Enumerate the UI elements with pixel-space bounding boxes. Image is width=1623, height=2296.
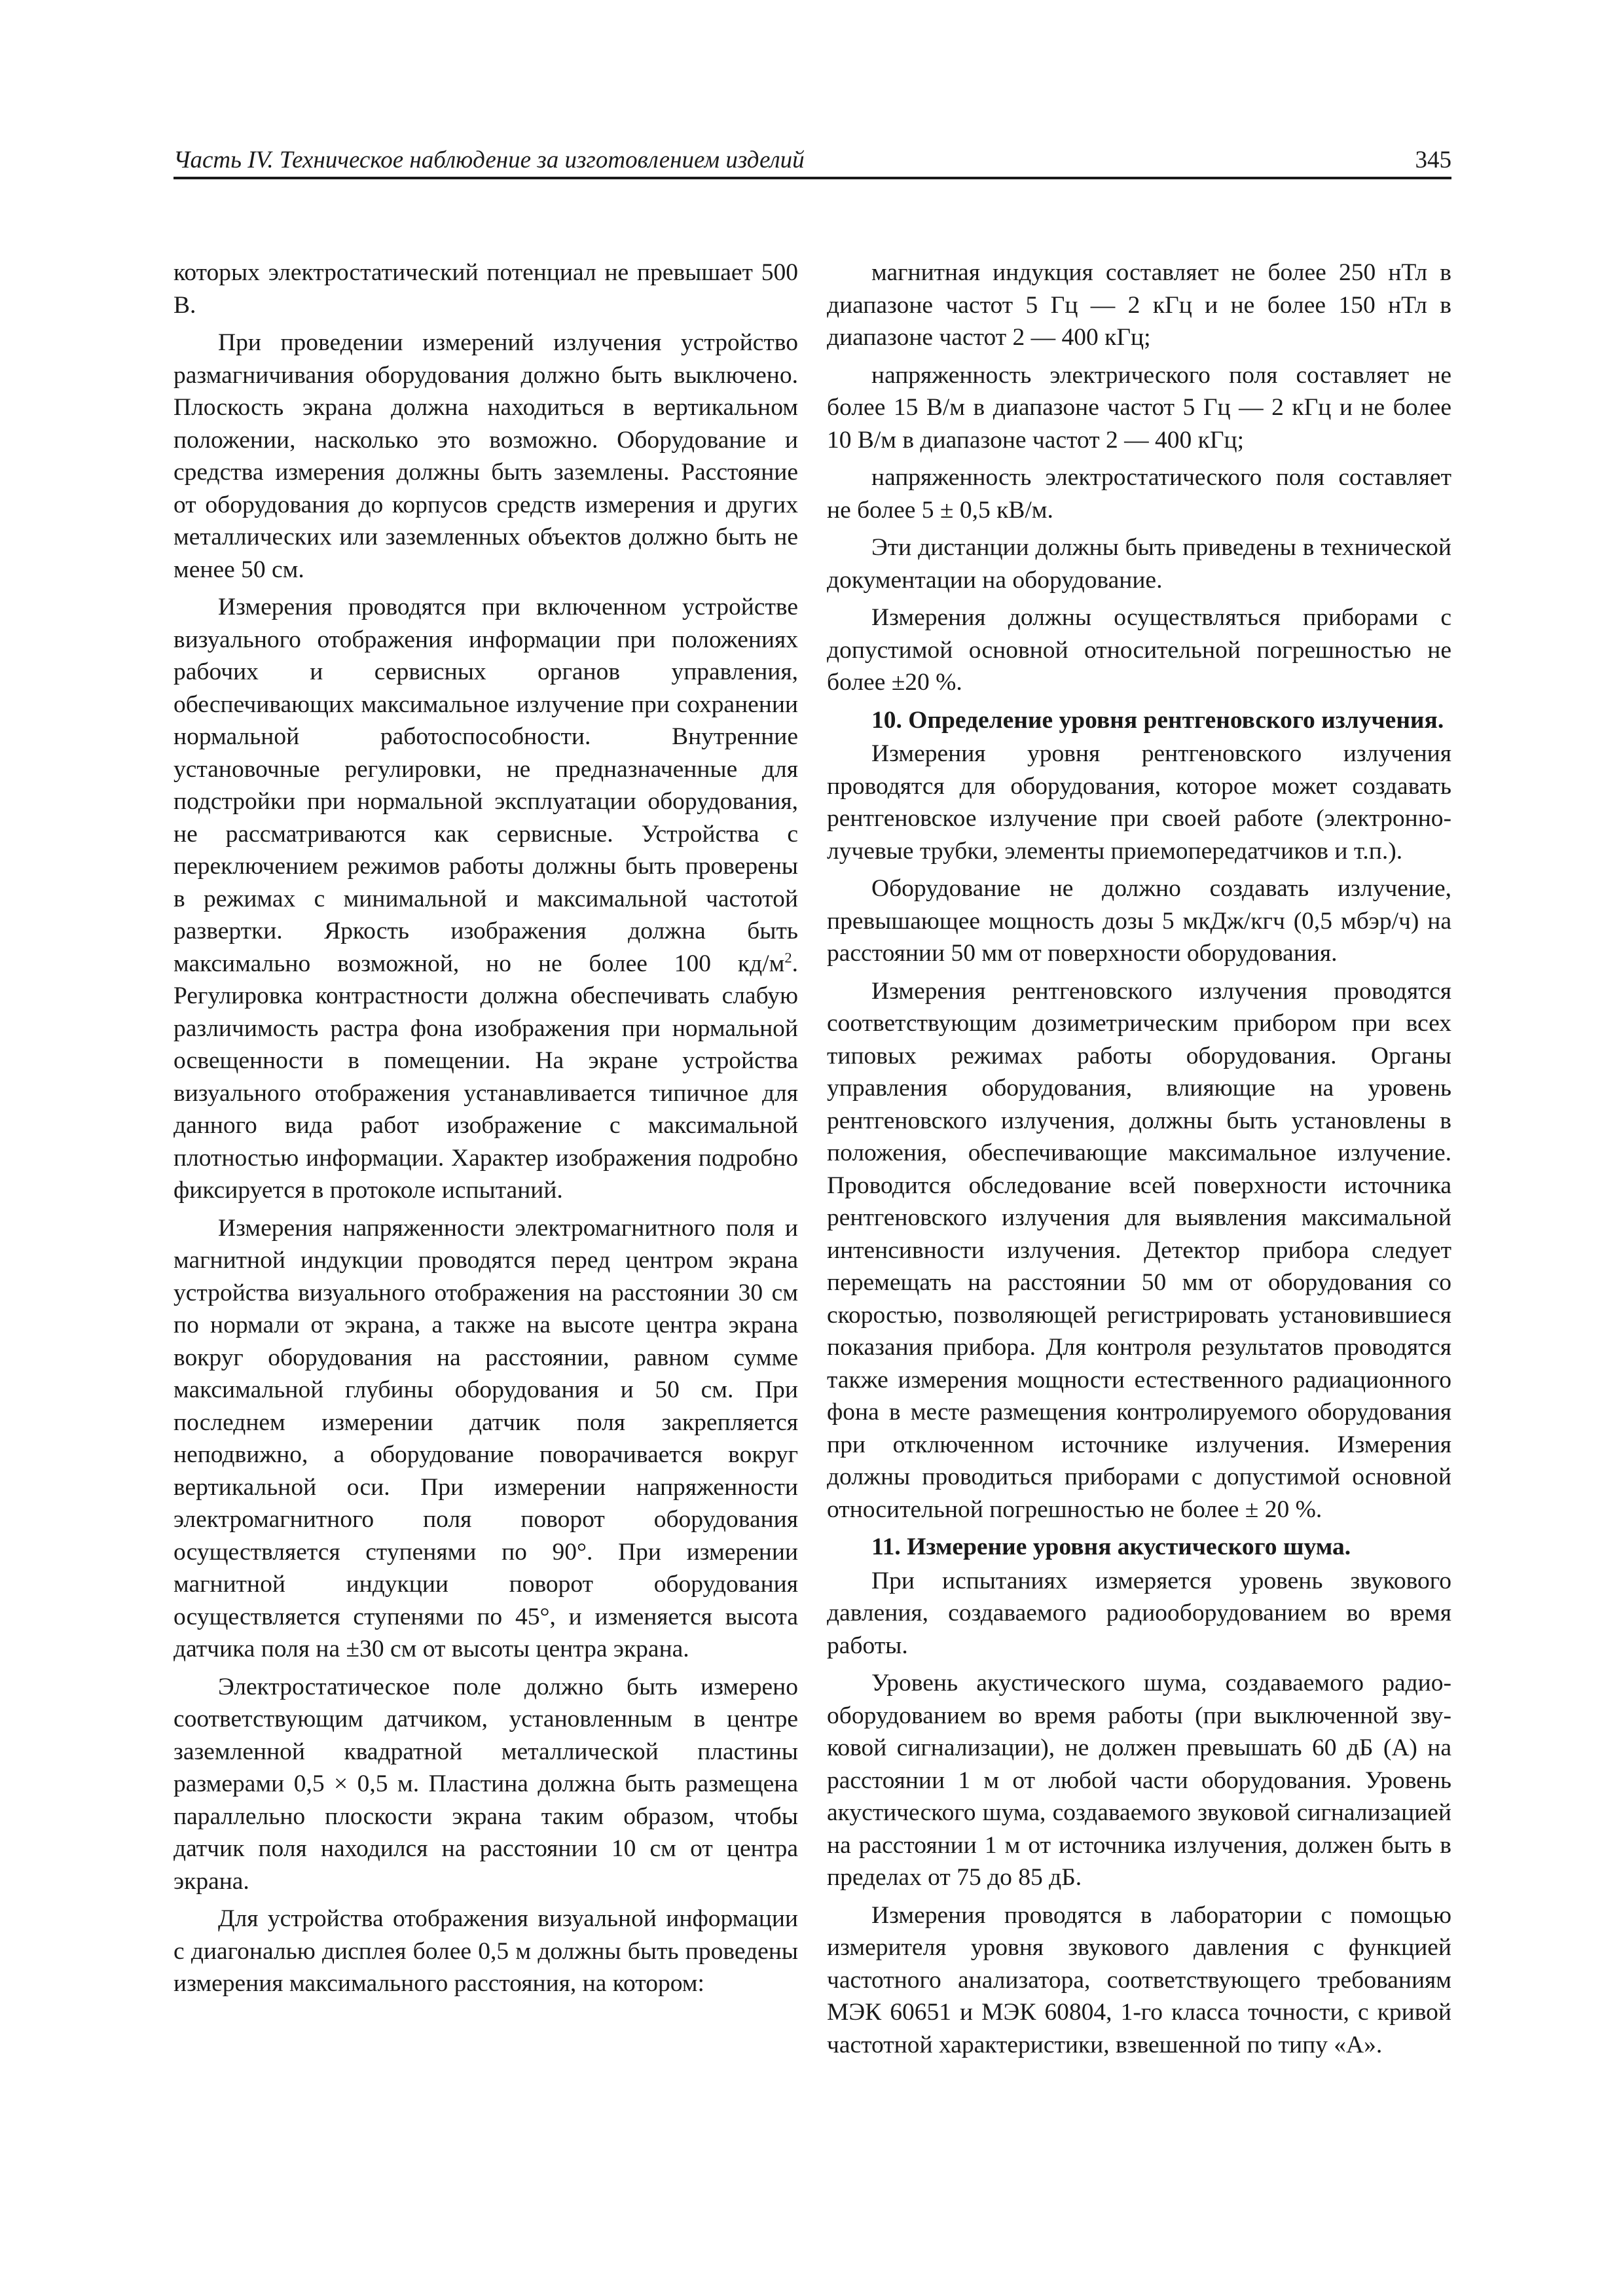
paragraph-text: . Регулировка контрастности должна обеспечивать слабую различимость растра фона изображения при нормальной освещенности в помещении. На экране устройства визуального отображения устанавливается типичное для данного вида работ изображение с максимальной плотностью информации. Характер изображения подробно фиксируется в протоколе испытаний.: [173, 950, 798, 1204]
paragraph: магнитная индукция составляет не более 250 нТл в диапазоне частот 5 Гц — 2 кГц и не более 150 нТл в диапазоне частот 2 — 400 кГц;: [827, 259, 1451, 351]
paragraph: Уровень акустического шума, создаваемого радиооборудованием во время работы (при выключенной звуковой сигнализации), не должен превышать 60 дБ (А) на расстоянии 1 м от любой части оборудования. Уровень акустического шума, создаваемого звуковой сигнализацией на расстоянии 1 м от источника излучения, должен быть в пределах от 75 до 85 дБ.: [827, 1670, 1451, 1891]
paragraph: Эти дистанции должны быть приведены в технической документации на оборудование.: [827, 534, 1451, 594]
paragraph: Электростатическое поле должно быть измерено соответствующим датчиком, установленным в центре заземленной квадратной металлической пластины размерами 0,5 × 0,5 м. Пластина должна быть размещена параллельно плоскости экрана таким образом, чтобы датчик поля находился на расстоянии 10 см от центра экрана.: [173, 1673, 798, 1895]
left-column: [173, 257, 798, 2000]
paragraph-text: Измерения проводятся при включенном устройстве визуального отображения информации при положениях рабочих и сервисных органов управления, обеспечивающих максимальное излучение при сохранении нормальной работоспособности. Внутренние установочные регулировки, не предназначенные для подстройки при нормальной эксплуатации оборудования, не рассматриваются как сервисные. Устройства с переключением режимов работы должны быть проверены в режимах с минимальной и максимальной частотой развертки. Яркость изображения должна быть максимально возможной, но не более 100 кд/м: [173, 594, 798, 977]
paragraph: Измерения уровня рентгеновского излучения проводятся для оборудования, которое может создавать рентгеновское излучение при своей работе (электронно-лучевые трубки, элементы приемопередатчиков и т.п.).: [827, 740, 1451, 865]
running-header: [173, 145, 1451, 178]
paragraph: которых электростатический потенциал не превышает 500 В.: [173, 259, 798, 319]
paragraph: напряженность электрического поля составляет не более 15 В/м в диапазоне частот 5 Гц — 2 кГц и не более 10 В/м в диапазоне частот 2 — 400 кГц;: [827, 361, 1451, 454]
running-title: Часть IV. Техническое наблюдение за изготовлением изделий: [173, 147, 805, 173]
paragraph: Измерения проводятся в лаборатории с помощью измерителя уровня звукового давления с функцией частотного анализатора, соответствующего требованиям МЭК 60651 и МЭК 60804, 1-го класса точности, с кривой частотной характеристики, взвешенной по типу «А».: [827, 1901, 1451, 2058]
page-number: 345: [1415, 147, 1451, 173]
paragraph: Измерения напряженности электромагнитного поля и магнитной индукции проводятся перед центром экрана устройства визуального отображения на расстоянии 30 см по нормали от экрана, а также на высоте центра экрана вокруг оборудования на расстоянии, равном сумме максимальной глубины оборудования и 50 см. При последнем измерении датчик поля закрепляется неподвижно, а оборудование поворачивается вокруг вертикальной оси. При измерении напряженности электромагнитного поля поворот оборудования осуществляется ступенями по 90°. При измерении магнитной индукции поворот оборудования осуществляется ступенями по 45°, и изменяется высота датчика поля на ±30 см от высоты центра экрана.: [173, 1214, 798, 1662]
paragraph: Оборудование не должно создавать излучение, превышающее мощность дозы 5 мкДж/кгч (0,5 мбэр/ч) на расстоянии 50 мм от поверхности оборудования.: [827, 875, 1451, 967]
paragraph: [173, 591, 798, 1207]
paragraph: Измерения должны осуществляться приборами с допустимой основной относительной погрешностью не более ±20 %.: [827, 604, 1451, 696]
section-heading-11: 11. Измерение уровня акустического шума.: [871, 1534, 1351, 1560]
header-rule: [173, 177, 1451, 179]
paragraph: Измерения рентгеновского излучения проводятся соответствующим дозиметрическим прибором при всех типовых режимах работы оборудования. Органы управления оборудования, влияющие на уровень рентгеновского излучения, должны быть установлены в положения, обеспечивающие максимальное излучение. Проводится обследование всей поверхности источника рентгеновского излучения для выявления максимальной интенсивности излучения. Детектор прибора следует перемещать на расстоянии 50 мм от оборудования со скоростью, позволяющей регистрировать установившиеся показания прибора. Для контроля результатов проводятся также измерения мощности естественного радиационного фона в месте размещения контролируемого оборудования при отключенном источнике излучения. Измерения должны проводиться приборами с допустимой основной относительной погрешностью не более ± 20 %.: [827, 977, 1451, 1523]
superscript: 2: [784, 949, 792, 965]
paragraph: напряженность электростатического поля составляет не более 5 ± 0,5 кВ/м.: [827, 464, 1451, 524]
paragraph: Для устройства отображения визуальной информации с диагональю дисплея более 0,5 м должны быть проведены измерения максимального расстояния, на котором:: [173, 1905, 798, 1997]
paragraph: При проведении измерений излучения устройство размагничивания оборудования должно быть выключено. Плоскость экрана должна находиться в вертикальном положении, насколько это возможно. Оборудование и средства измерения должны быть заземлены. Расстояние от оборудования до корпусов средств измерения и других металлических или заземленных объектов должно быть не менее 50 см.: [173, 329, 798, 583]
section-heading-10: 10. Определение уровня рентгеновского излучения.: [871, 706, 1444, 734]
paragraph: При испытаниях измеряется уровень звукового давления, создаваемого радиооборудованием во время работы.: [827, 1567, 1451, 1659]
right-column: [827, 257, 1451, 2061]
